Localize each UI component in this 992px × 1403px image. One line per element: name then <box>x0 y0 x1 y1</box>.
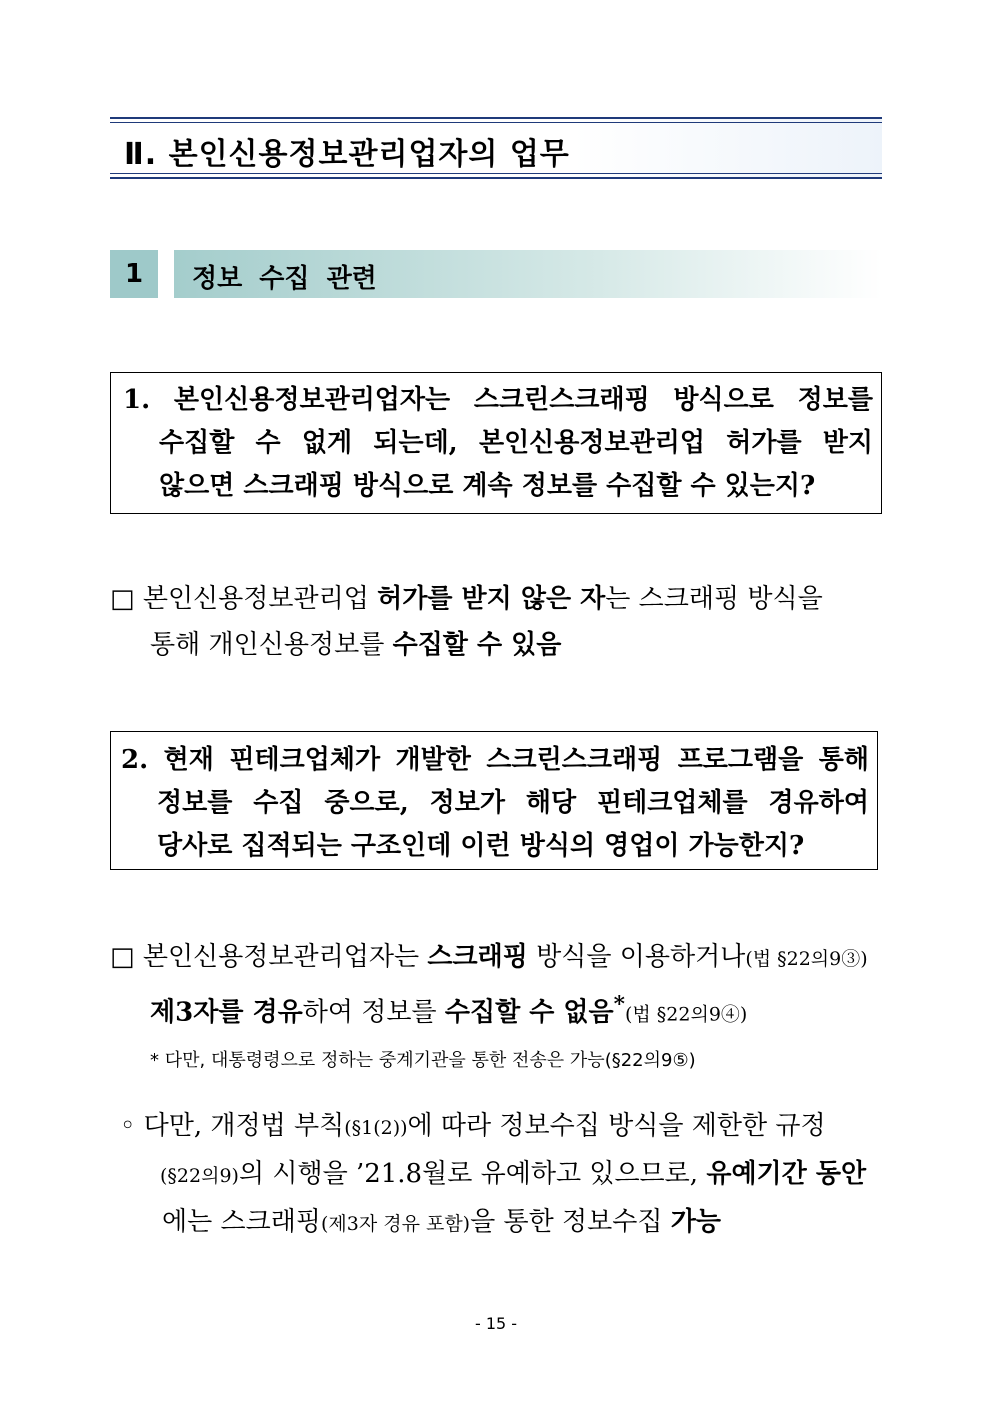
answer-1-text: 는 스크래핑 방식을 <box>605 584 823 614</box>
answer-2-text: □ 본인신용정보관리업자는 <box>110 942 428 972</box>
answer-1-line-1 <box>110 576 886 622</box>
answer-1-emphasis: 허가를 받지 않은 자 <box>377 584 606 614</box>
answer-3-emphasis: 가능 <box>670 1207 721 1237</box>
answer-3-line-3 <box>120 1199 888 1247</box>
answer-2-line-2 <box>110 982 886 1038</box>
question-1-line-3: 않으면 스크래핑 방식으로 계속 정보를 수집할 수 있는지? <box>159 471 816 501</box>
page-number: - 15 - <box>474 1314 518 1333</box>
answer-2 <box>110 934 886 1038</box>
answer-1-text: □ 본인신용정보관리업 <box>110 584 378 614</box>
section-bar <box>174 250 882 298</box>
answer-2-emphasis: 스크래핑 <box>427 942 528 972</box>
footnote-marker: * <box>613 992 625 1017</box>
question-2-line-3: 당사로 집적되는 구조인데 이런 방식의 영업이 가능한지? <box>157 831 805 861</box>
chapter-title: Ⅱ. 본인신용정보관리업자의 업무 <box>124 137 570 172</box>
section-title: 정보 수집 관련 <box>192 264 377 294</box>
law-reference: (법 §22의9③) <box>745 948 868 970</box>
answer-3-text: ◦ 다만, 개정법 부칙 <box>120 1111 345 1141</box>
question-box-2 <box>110 731 878 870</box>
question-2-line-2: 정보를 수집 중으로, 정보가 해당 핀테크업체를 경유하여 <box>157 788 869 818</box>
answer-2-emphasis: 제3자를 경유 <box>150 997 303 1028</box>
answer-1-emphasis: 수집할 수 있음 <box>392 630 562 660</box>
answer-3-text: 의 시행을 ’21.8월로 유예하고 있으므로, <box>238 1159 707 1189</box>
bottom-rule-thin <box>110 173 882 174</box>
question-2-line-1: 2. 현재 핀테크업체가 개발한 스크린스크래핑 프로그램을 통해 <box>121 745 869 775</box>
top-rule <box>110 117 882 119</box>
answer-3-text: 을 통한 정보수집 <box>470 1207 671 1237</box>
answer-3-line-1 <box>120 1103 888 1151</box>
answer-3-line-2 <box>120 1151 888 1199</box>
answer-3 <box>120 1103 888 1247</box>
law-reference: (법 §22의9④) <box>625 1003 748 1026</box>
chapter-header <box>110 117 882 179</box>
answer-1-text: 통해 개인신용정보를 <box>150 630 393 660</box>
question-1-line-1: 1. 본인신용정보관리업자는 스크린스크래핑 방식으로 정보를 <box>123 385 873 415</box>
answer-2-text: 방식을 이용하거나 <box>527 942 746 972</box>
answer-3-text: 에는 스크래핑 <box>162 1207 321 1237</box>
answer-3-emphasis: 유예기간 동안 <box>706 1159 867 1189</box>
law-reference: (§22의9) <box>160 1165 239 1187</box>
answer-2-emphasis: 수집할 수 없음 <box>444 997 614 1028</box>
question-box-1 <box>110 372 882 514</box>
question-1-line-2: 수집할 수 없게 되는데, 본인신용정보관리업 허가를 받지 <box>159 428 873 458</box>
answer-1-line-2 <box>110 622 886 668</box>
answer-2-line-1 <box>110 934 886 982</box>
answer-2-text: 하여 정보를 <box>302 997 445 1028</box>
answer-1 <box>110 576 886 668</box>
section-number: 1 <box>110 250 158 298</box>
top-rule-thin <box>110 122 882 123</box>
law-reference: (제3자 경유 포함) <box>320 1213 471 1235</box>
footnote: * 다만, 대통령령으로 정하는 중계기관을 통한 전송은 가능(§22의9⑤) <box>150 1050 696 1071</box>
bottom-rule <box>110 177 882 179</box>
answer-3-text: 에 따라 정보수집 방식을 제한한 규정 <box>407 1111 826 1141</box>
law-reference: (§1(2)) <box>344 1117 408 1139</box>
